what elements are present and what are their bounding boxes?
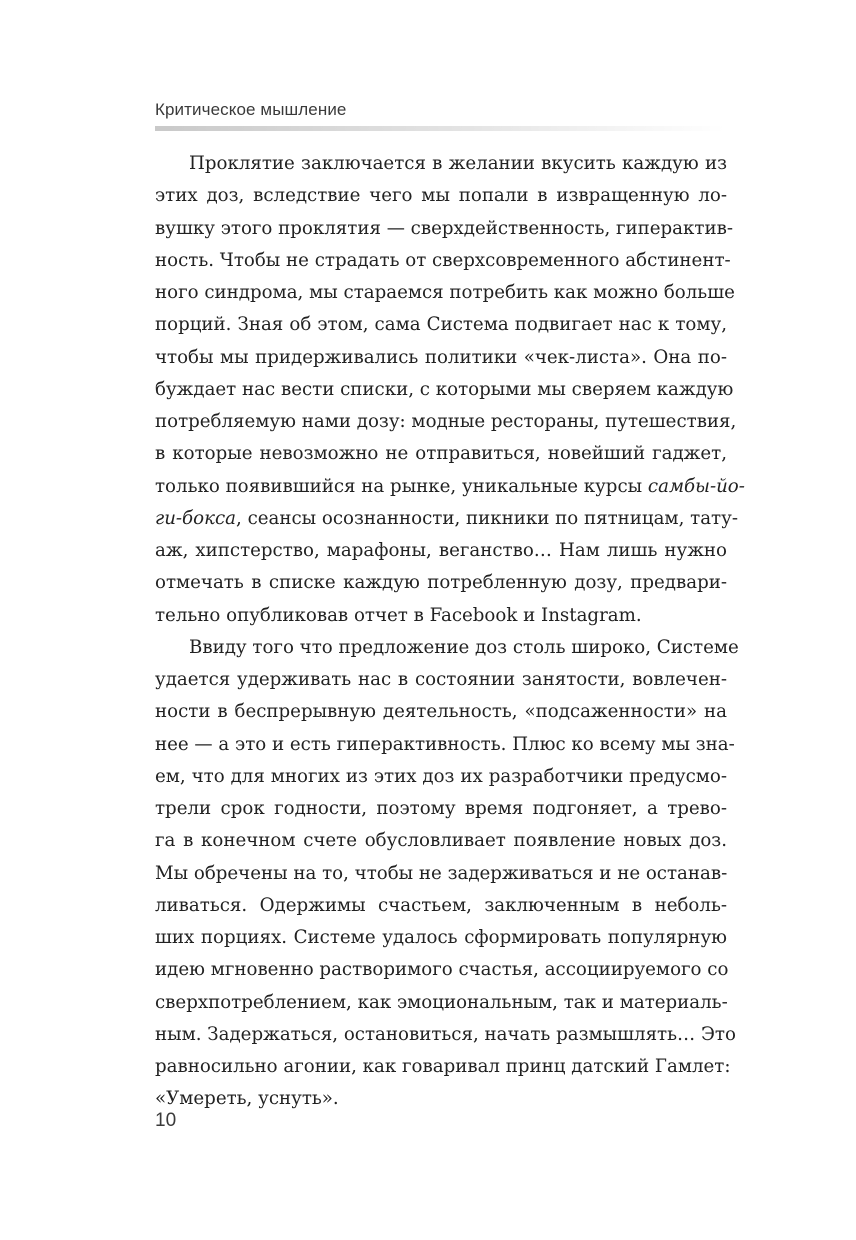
text-line: ности в беспрерывную деятельность, «подсаженности» на — [155, 701, 727, 723]
text-line: ливаться. Одержимы счастьем, заключенным в неболь- — [155, 894, 727, 916]
text-line: сверхпотреблением, как эмоциональным, так и материаль- — [155, 991, 728, 1013]
text-line: потребляемую нами дозу: модные рестораны, путешествия, — [155, 411, 737, 432]
text-segment: только появившийся на рынке, уникальные курсы — [155, 475, 643, 497]
text-line: ным. Задержаться, остановиться, начать размышлять… Это — [155, 1023, 736, 1045]
text-line: ем, что для многих из этих доз их разработчики предусмо- — [155, 765, 727, 787]
text-segment: , сеансы осознанности, пикники по пятницам, тату- — [236, 507, 738, 529]
text-line: равносильно агонии, как говаривал принц датский Гамлет: — [155, 1056, 731, 1077]
text-line: в которые невозможно не отправиться, новейший гаджет, — [155, 443, 727, 465]
text-line: ших порциях. Системе удалось сформировать популярную — [155, 927, 727, 948]
text-line-with-italic — [155, 503, 738, 535]
paragraph-1 — [155, 148, 745, 632]
text-line: вушку этого проклятия — сверхдейственность, гиперактив- — [155, 217, 733, 239]
text-line: Мы обречены на то, чтобы не задерживаться и не останав- — [155, 862, 728, 884]
italic-term: самбы-йо- — [647, 475, 745, 497]
paragraph-2 — [155, 632, 739, 1116]
text-line: «Умереть, уснуть». — [155, 1088, 339, 1110]
page-number: 10 — [155, 1110, 177, 1131]
text-line: ность. Чтобы не страдать от сверхсовременного абстинент- — [155, 249, 731, 271]
running-header-title: Критическое мышление — [155, 100, 347, 119]
body-text — [155, 148, 745, 1116]
text-line: идею мгновенно растворимого счастья, ассоциируемого со — [155, 959, 729, 981]
text-line: Проклятие заключается в желании вкусить каждую из — [189, 153, 727, 174]
italic-term: ги-бокса — [155, 507, 236, 529]
text-line: га в конечном счете обусловливает появление новых доз. — [155, 830, 727, 852]
text-line: ного синдрома, мы стараемся потребить как можно больше — [155, 282, 735, 303]
text-line: Ввиду того что предложение доз столь широко, Системе — [189, 636, 739, 658]
text-line-with-italic — [155, 471, 745, 503]
text-line: тельно опубликовав отчет в Facebook и Instagram. — [155, 604, 642, 626]
text-line: этих доз, вследствие чего мы попали в извращенную ло- — [155, 185, 727, 207]
text-line: чтобы мы придерживались политики «чек-листа». Она по- — [155, 346, 727, 368]
text-line: буждает нас вести списки, с которыми мы сверяем каждую — [155, 378, 734, 400]
text-line: аж, хипстерство, марафоны, веганство… Нам лишь нужно — [155, 540, 727, 561]
text-line: нее — а это и есть гиперактивность. Плюс ко всему мы зна- — [155, 733, 735, 755]
text-line: порций. Зная об этом, сама Система подвигает нас к тому, — [155, 314, 727, 336]
header-divider — [155, 126, 725, 131]
text-line: удается удерживать нас в состоянии занятости, вовлечен- — [155, 669, 727, 690]
text-line: трели срок годности, поэтому время подгоняет, а трево- — [155, 798, 727, 819]
text-line: отмечать в списке каждую потребленную дозу, предвари- — [155, 572, 727, 594]
